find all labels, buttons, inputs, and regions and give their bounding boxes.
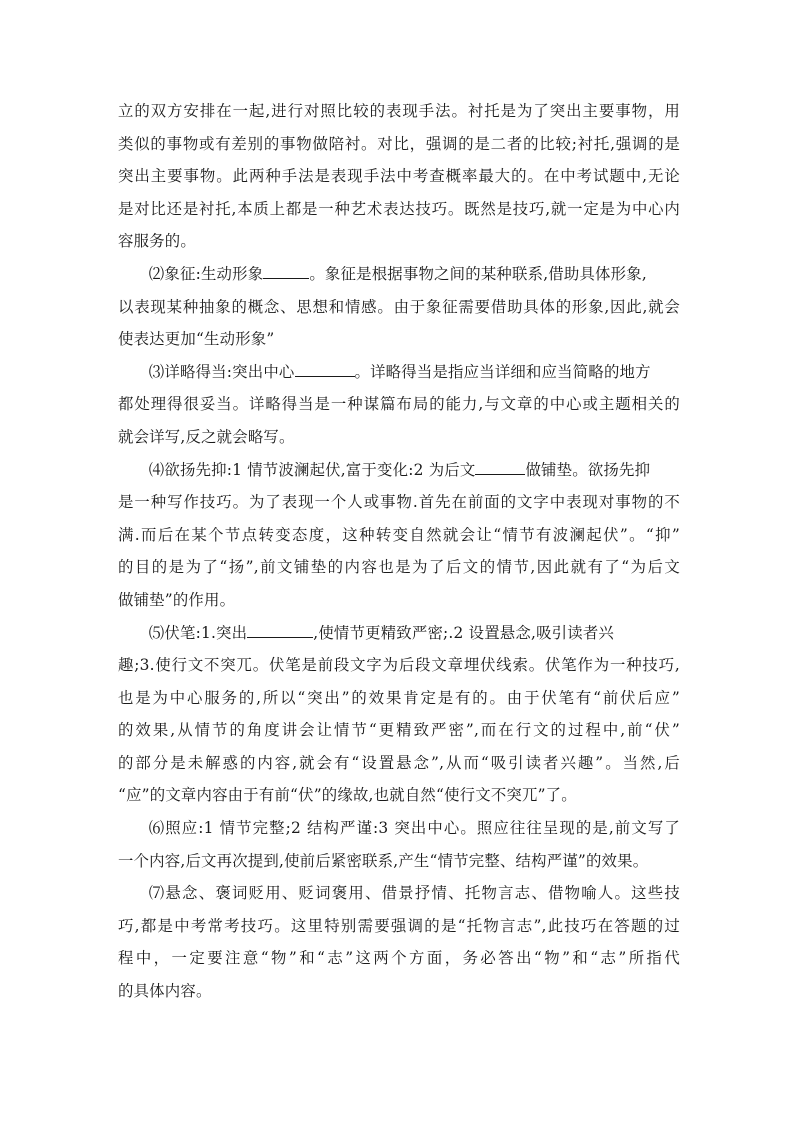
text-line: 的目的是为了“扬”,前文铺垫的内容也是为了后文的情节,因此就有了“为后文 [118, 558, 680, 577]
fill-blank [247, 621, 313, 638]
text-line: 就会详写,反之就会略写。 [118, 427, 295, 446]
text-line: 以表现某种抽象的概念、思想和情感。由于象征需要借助具体的形象,因此,就会 [118, 297, 680, 316]
fill-blank [263, 262, 309, 279]
text-line: ⑺悬念、褒词贬用、贬词褒用、借景抒情、托物言志、借物喻人。这些技 [148, 884, 680, 903]
text-line: 类似的事物或有差别的事物做陪衬。对比，强调的是二者的比较;衬托,强调的是 [118, 134, 680, 153]
text-line: ⑵象征:生动形象 。象征是根据事物之间的某种联系,借助具体形象, [118, 258, 680, 291]
text-line: 是一种写作技巧。为了表现一个人或事物.首先在前面的文字中表现对事物的不 [118, 493, 680, 512]
text-line: 也是为中心服务的,所以“突出”的效果肯定是有的。由于伏笔有“前伏后应” [118, 688, 680, 707]
text-line: 的具体内容。 [118, 982, 212, 1001]
text-line: 的部分是未解惑的内容,就会有“设置悬念”,从而“吸引读者兴趣”。当然,后 [118, 753, 680, 772]
text-line: 突出主要事物。此两种手法是表现手法中考查概率最大的。在中考试题中,无论 [118, 167, 680, 186]
text-line: 满.而后在某个节点转变态度，这种转变自然就会让“情节有波澜起伏”。“抑” [118, 525, 680, 544]
text-line: 程中，一定要注意“物”和“志”这两个方面，务必答出“物”和“志”所指代 [118, 949, 680, 968]
text-line: “应”的文章内容由于有前“伏”的缘故,也就自然“使行文不突兀”了。 [118, 786, 577, 805]
text-line: ⑶详略得当:突出中心 。详略得当是指应当详细和应当简略的地方 [118, 356, 680, 389]
document-body [118, 95, 680, 1008]
text-line: 一个内容,后文再次提到,使前后紧密联系,产生“情节完整、结构严谨”的效果。 [118, 851, 649, 870]
paragraph-detail-brevity [118, 356, 680, 454]
text-line: ⑷欲扬先抑:1 情节波澜起伏,富于变化:2 为后文 做铺垫。欲扬先抑 [118, 454, 680, 487]
text-line: 容服务的。 [118, 232, 196, 251]
text-line: ⑹照应:1 情节完整;2 结构严谨:3 突出中心。照应往往呈现的是,前文写了 [148, 819, 680, 838]
paragraph-echoing [118, 812, 680, 877]
fill-blank [295, 360, 355, 377]
fill-blank [475, 458, 525, 475]
text-line: ⑸伏笔:1.突出 ,使情节更精致严密;.2 设置悬念,吸引读者兴 [118, 617, 680, 650]
text-line: 都处理得很妥当。详略得当是一种谋篇布局的能力,与文章的中心或主题相关的 [118, 395, 680, 414]
text-line: 是对比还是衬托,本质上都是一种艺术表达技巧。既然是技巧,就一定是为中心内 [118, 199, 680, 218]
paragraph-foreshadowing [118, 617, 680, 813]
text-line: 巧,都是中考常考技巧。这里特别需要强调的是“托物言志”,此技巧在答题的过 [118, 916, 680, 935]
paragraph-symbolism [118, 258, 680, 356]
paragraph-other-techniques [118, 877, 680, 1007]
text-line: 立的双方安排在一起,进行对照比较的表现手法。衬托是为了突出主要事物，用 [118, 102, 680, 120]
paragraph-restrain-before-praise [118, 454, 680, 617]
paragraph-contrast-foil [118, 95, 680, 258]
text-line: 趣;3.使行文不突兀。伏笔是前段文字为后段文章埋伏线索。伏笔作为一种技巧, [118, 656, 680, 675]
text-line: 做铺垫”的作用。 [118, 590, 236, 609]
text-line: 的效果,从情节的角度讲会让情节“更精致严密”,而在行文的过程中,前“伏” [118, 721, 680, 740]
text-line: 使表达更加“生动形象” [118, 330, 275, 349]
